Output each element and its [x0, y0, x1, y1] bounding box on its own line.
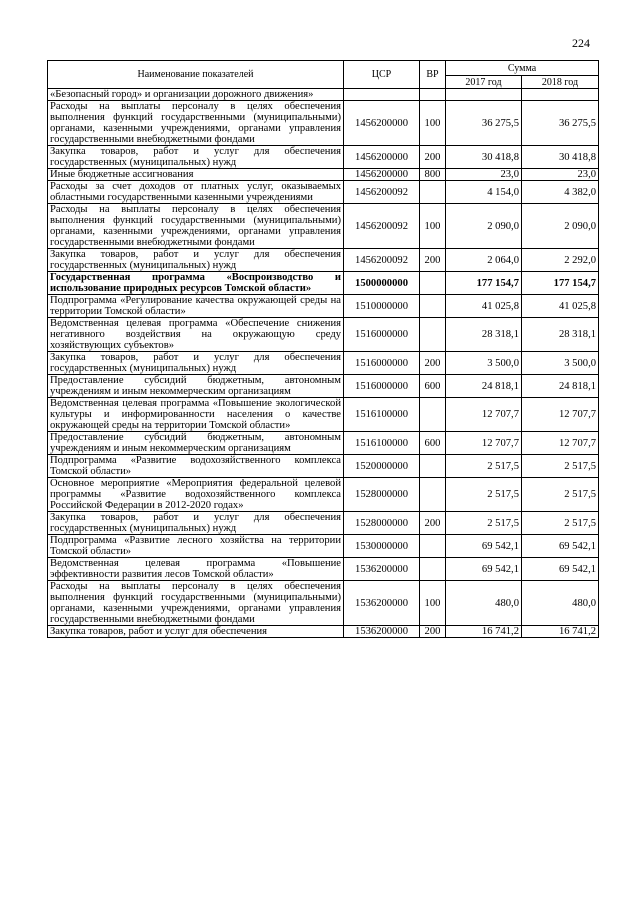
row-csr [344, 89, 420, 101]
table-row [48, 146, 599, 169]
row-vr [420, 181, 446, 204]
row-name: «Безопасный город» и организации дорожного движения» [48, 89, 344, 101]
header-vr: ВР [420, 61, 446, 89]
header-year-2017: 2017 год [446, 76, 522, 89]
row-amount-2018: 4 382,0 [522, 181, 599, 204]
row-vr: 200 [420, 512, 446, 535]
row-amount-2018: 3 500,0 [522, 352, 599, 375]
row-amount-2017: 2 517,5 [446, 455, 522, 478]
row-name: Закупка товаров, работ и услуг для обеспечения государственных (муниципальных) нужд [48, 512, 344, 535]
row-name: Предоставление субсидий бюджетным, автономным учреждениям и иным некоммерческим организациям [48, 375, 344, 398]
row-csr: 1456200000 [344, 101, 420, 146]
row-csr: 1536200000 [344, 581, 420, 626]
header-year-2018: 2018 год [522, 76, 599, 89]
row-amount-2018: 69 542,1 [522, 535, 599, 558]
row-name: Предоставление субсидий бюджетным, автономным учреждениям и иным некоммерческим организациям [48, 432, 344, 455]
row-csr: 1520000000 [344, 455, 420, 478]
row-amount-2017: 41 025,8 [446, 295, 522, 318]
row-amount-2018: 23,0 [522, 169, 599, 181]
row-amount-2017: 3 500,0 [446, 352, 522, 375]
row-name: Расходы на выплаты персоналу в целях обеспечения выполнения функций государственными (муниципальными) органами, казенными учреждениями, органами управления государственными внебюджетными фондами [48, 581, 344, 626]
page-number: 224 [572, 36, 590, 50]
row-csr: 1456200092 [344, 249, 420, 272]
table-row [48, 398, 599, 432]
row-amount-2018: 16 741,2 [522, 626, 599, 638]
row-csr: 1528000000 [344, 512, 420, 535]
row-name: Основное мероприятие «Мероприятия федеральной целевой программы «Развитие водохозяйственного комплекса Российской Федерации в 2012-2020 годах» [48, 478, 344, 512]
row-csr: 1456200092 [344, 204, 420, 249]
row-csr: 1456200092 [344, 181, 420, 204]
row-csr: 1536200000 [344, 558, 420, 581]
row-csr: 1536200000 [344, 626, 420, 638]
row-vr [420, 398, 446, 432]
budget-table [47, 60, 599, 638]
row-name: Расходы на выплаты персоналу в целях обеспечения выполнения функций государственными (муниципальными) органами, казенными учреждениями, органами управления государственными внебюджетными фондами [48, 101, 344, 146]
row-amount-2018: 177 154,7 [522, 272, 599, 295]
row-csr: 1516100000 [344, 432, 420, 455]
row-amount-2017: 28 318,1 [446, 318, 522, 352]
table-row [48, 169, 599, 181]
row-vr [420, 318, 446, 352]
header-csr: ЦСР [344, 61, 420, 89]
row-amount-2017: 2 090,0 [446, 204, 522, 249]
row-vr: 200 [420, 626, 446, 638]
row-csr: 1456200000 [344, 146, 420, 169]
row-amount-2018: 69 542,1 [522, 558, 599, 581]
row-vr [420, 535, 446, 558]
row-vr: 800 [420, 169, 446, 181]
row-name: Подпрограмма «Развитие водохозяйственного комплекса Томской области» [48, 455, 344, 478]
row-amount-2018: 2 517,5 [522, 478, 599, 512]
table-row [48, 432, 599, 455]
row-amount-2017: 30 418,8 [446, 146, 522, 169]
row-amount-2018: 480,0 [522, 581, 599, 626]
row-amount-2018: 2 517,5 [522, 455, 599, 478]
row-amount-2017: 4 154,0 [446, 181, 522, 204]
table-row [48, 512, 599, 535]
row-csr: 1530000000 [344, 535, 420, 558]
row-vr: 200 [420, 352, 446, 375]
row-vr: 600 [420, 375, 446, 398]
table-row [48, 626, 599, 638]
row-name: Ведомственная целевая программа «Повышение экологической культуры и информированности населения о качестве окружающей среды на территории Томской области» [48, 398, 344, 432]
table-row [48, 558, 599, 581]
row-csr: 1528000000 [344, 478, 420, 512]
row-name: Подпрограмма «Развитие лесного хозяйства на территории Томской области» [48, 535, 344, 558]
row-csr: 1516000000 [344, 318, 420, 352]
row-vr [420, 558, 446, 581]
row-amount-2018 [522, 89, 599, 101]
row-vr: 100 [420, 204, 446, 249]
table-row [48, 535, 599, 558]
row-csr: 1500000000 [344, 272, 420, 295]
row-name: Подпрограмма «Регулирование качества окружающей среды на территории Томской области» [48, 295, 344, 318]
row-vr [420, 478, 446, 512]
row-amount-2017: 2 517,5 [446, 512, 522, 535]
table-row [48, 375, 599, 398]
header-sum: Сумма [446, 61, 599, 76]
row-amount-2018: 36 275,5 [522, 101, 599, 146]
row-name: Закупка товаров, работ и услуг для обеспечения государственных (муниципальных) нужд [48, 352, 344, 375]
table-row [48, 204, 599, 249]
row-csr: 1456200000 [344, 169, 420, 181]
table-row [48, 455, 599, 478]
row-amount-2017: 36 275,5 [446, 101, 522, 146]
row-vr [420, 89, 446, 101]
row-vr [420, 455, 446, 478]
row-amount-2017: 2 064,0 [446, 249, 522, 272]
row-amount-2017: 16 741,2 [446, 626, 522, 638]
row-amount-2017: 69 542,1 [446, 558, 522, 581]
table-row [48, 478, 599, 512]
row-vr [420, 295, 446, 318]
row-name: Ведомственная целевая программа «Повышение эффективности развития лесов Томской области» [48, 558, 344, 581]
row-vr: 100 [420, 101, 446, 146]
row-name: Закупка товаров, работ и услуг для обеспечения государственных (муниципальных) нужд [48, 249, 344, 272]
row-amount-2017 [446, 89, 522, 101]
row-amount-2018: 28 318,1 [522, 318, 599, 352]
row-vr: 200 [420, 249, 446, 272]
table-row [48, 295, 599, 318]
table-row [48, 272, 599, 295]
row-name: Закупка товаров, работ и услуг для обеспечения государственных (муниципальных) нужд [48, 146, 344, 169]
table-row [48, 249, 599, 272]
row-name: Расходы за счет доходов от платных услуг, оказываемых областными государственными казенными учреждениями [48, 181, 344, 204]
row-amount-2018: 2 517,5 [522, 512, 599, 535]
table-row [48, 581, 599, 626]
table-row [48, 181, 599, 204]
row-amount-2018: 2 090,0 [522, 204, 599, 249]
row-csr: 1510000000 [344, 295, 420, 318]
row-amount-2018: 12 707,7 [522, 432, 599, 455]
row-csr: 1516000000 [344, 352, 420, 375]
row-amount-2018: 24 818,1 [522, 375, 599, 398]
row-amount-2017: 12 707,7 [446, 398, 522, 432]
row-csr: 1516100000 [344, 398, 420, 432]
row-amount-2017: 23,0 [446, 169, 522, 181]
table-row [48, 89, 599, 101]
row-csr: 1516000000 [344, 375, 420, 398]
row-amount-2018: 12 707,7 [522, 398, 599, 432]
row-amount-2018: 30 418,8 [522, 146, 599, 169]
row-amount-2017: 2 517,5 [446, 478, 522, 512]
row-amount-2017: 480,0 [446, 581, 522, 626]
row-vr: 600 [420, 432, 446, 455]
row-name: Государственная программа «Воспроизводство и использование природных ресурсов Томской области» [48, 272, 344, 295]
row-vr: 100 [420, 581, 446, 626]
table-row [48, 101, 599, 146]
row-amount-2018: 41 025,8 [522, 295, 599, 318]
header-name: Наименование показателей [48, 61, 344, 89]
row-amount-2017: 69 542,1 [446, 535, 522, 558]
row-name: Закупка товаров, работ и услуг для обеспечения [48, 626, 344, 638]
row-name: Расходы на выплаты персоналу в целях обеспечения выполнения функций государственными (муниципальными) органами, казенными учреждениями, органами управления государственными внебюджетными фондами [48, 204, 344, 249]
row-name: Ведомственная целевая программа «Обеспечение снижения негативного воздействия на окружающую среду хозяйствующих субъектов» [48, 318, 344, 352]
table-body [48, 89, 599, 638]
row-amount-2017: 12 707,7 [446, 432, 522, 455]
row-amount-2018: 2 292,0 [522, 249, 599, 272]
table-header [48, 61, 599, 89]
row-vr [420, 272, 446, 295]
row-vr: 200 [420, 146, 446, 169]
table-row [48, 352, 599, 375]
row-amount-2017: 177 154,7 [446, 272, 522, 295]
row-name: Иные бюджетные ассигнования [48, 169, 344, 181]
row-amount-2017: 24 818,1 [446, 375, 522, 398]
table-row [48, 318, 599, 352]
